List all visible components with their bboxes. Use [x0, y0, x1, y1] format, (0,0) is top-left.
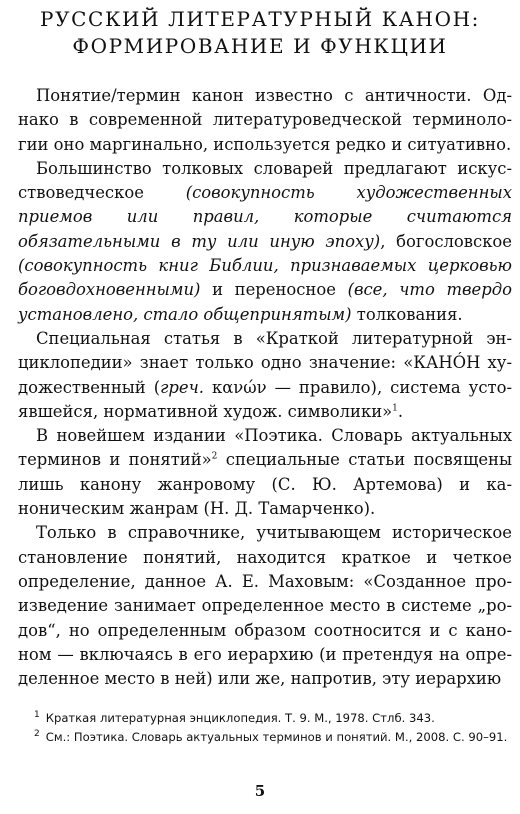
- footnote-2-text: См.: Поэтика. Словарь актуальных терминов и понятий. М., 2008. С. 90–91.: [45, 730, 508, 744]
- page-number: 5: [254, 782, 266, 800]
- paragraph-3-text-2: κανών — правило), система устоявшейся, нормативной худож. символики»: [18, 377, 512, 421]
- footnote-1: [18, 709, 512, 728]
- paragraph-2-text-2: , богословское: [380, 231, 513, 251]
- paragraph-5: Только в справочнике, учитывающем историческое становление понятий, находится краткое и четкое определение, данное А. Е. Маховым: «Созданное произведение занимает определенное место в системе „родов“, но определенным образом соотносится и с каноном — включаясь в его иерархию (и претендуя на определенное место в ней) или же, напротив, эту иерархию: [18, 523, 512, 689]
- paragraph-3-text-3: .: [397, 401, 404, 421]
- chapter-title: [20, 6, 500, 60]
- paragraph-4-text-2: специальные статьи посвящены лишь канону жанровому (С. Ю. Артемова) и каноническим жанрам (Н. Д. Тамарченко).: [18, 450, 512, 519]
- paragraph-2-text-4: толкования.: [351, 304, 463, 324]
- footnote-ref-2[interactable]: 2: [211, 451, 218, 462]
- paragraph-2-text-1: Большинство толковых словарей предлагают искусствоведческое: [18, 158, 512, 203]
- paragraph-3-italic-1: греч.: [160, 377, 204, 397]
- footnote-1-text: Краткая литературная энциклопедия. Т. 9. М., 1978. Стлб. 343.: [45, 711, 435, 725]
- paragraph-4: [18, 424, 512, 521]
- footnote-ref-1[interactable]: 1: [392, 403, 398, 414]
- footnotes: [18, 709, 512, 747]
- paragraph-1: Понятие/термин канон известно с античности. Однако в современной литературоведческой терминологии оно маргинально, используется редко и ситуативно.: [18, 86, 512, 154]
- paragraph-2-italic-1: (совокупность художественных приемов или правил, которые считаются обязательными в ту или иную эпоху): [18, 183, 512, 251]
- paragraph-2: [18, 157, 512, 327]
- chapter-title-line-2: ФОРМИРОВАНИЕ И ФУНКЦИИ: [72, 34, 448, 58]
- paragraph-4-text-1: В новейшем издании «Поэтика. Словарь актуальных терминов и понятий»: [18, 426, 512, 470]
- footnote-2-number: 2: [34, 729, 40, 740]
- main-text: [18, 84, 512, 691]
- footnote-2: [18, 728, 512, 747]
- paragraph-2-italic-3: (все, что твердо установлено, стало общепринятым): [18, 280, 512, 324]
- footnote-1-number: 1: [34, 710, 40, 721]
- paragraph-2-text-3: и переносное: [200, 280, 348, 300]
- chapter-title-line-1: РУССКИЙ ЛИТЕРАТУРНЫЙ КАНОН:: [40, 7, 480, 31]
- paragraph-3-text-1: Специальная статья в «Краткой литературной энциклопедии» знает только одно значение: «КАНÓН художественный (: [18, 328, 512, 397]
- paragraph-2-italic-2: (совокупность книг Библии, признаваемых церковью боговдохновенными): [18, 256, 512, 300]
- paragraph-3: [18, 327, 512, 424]
